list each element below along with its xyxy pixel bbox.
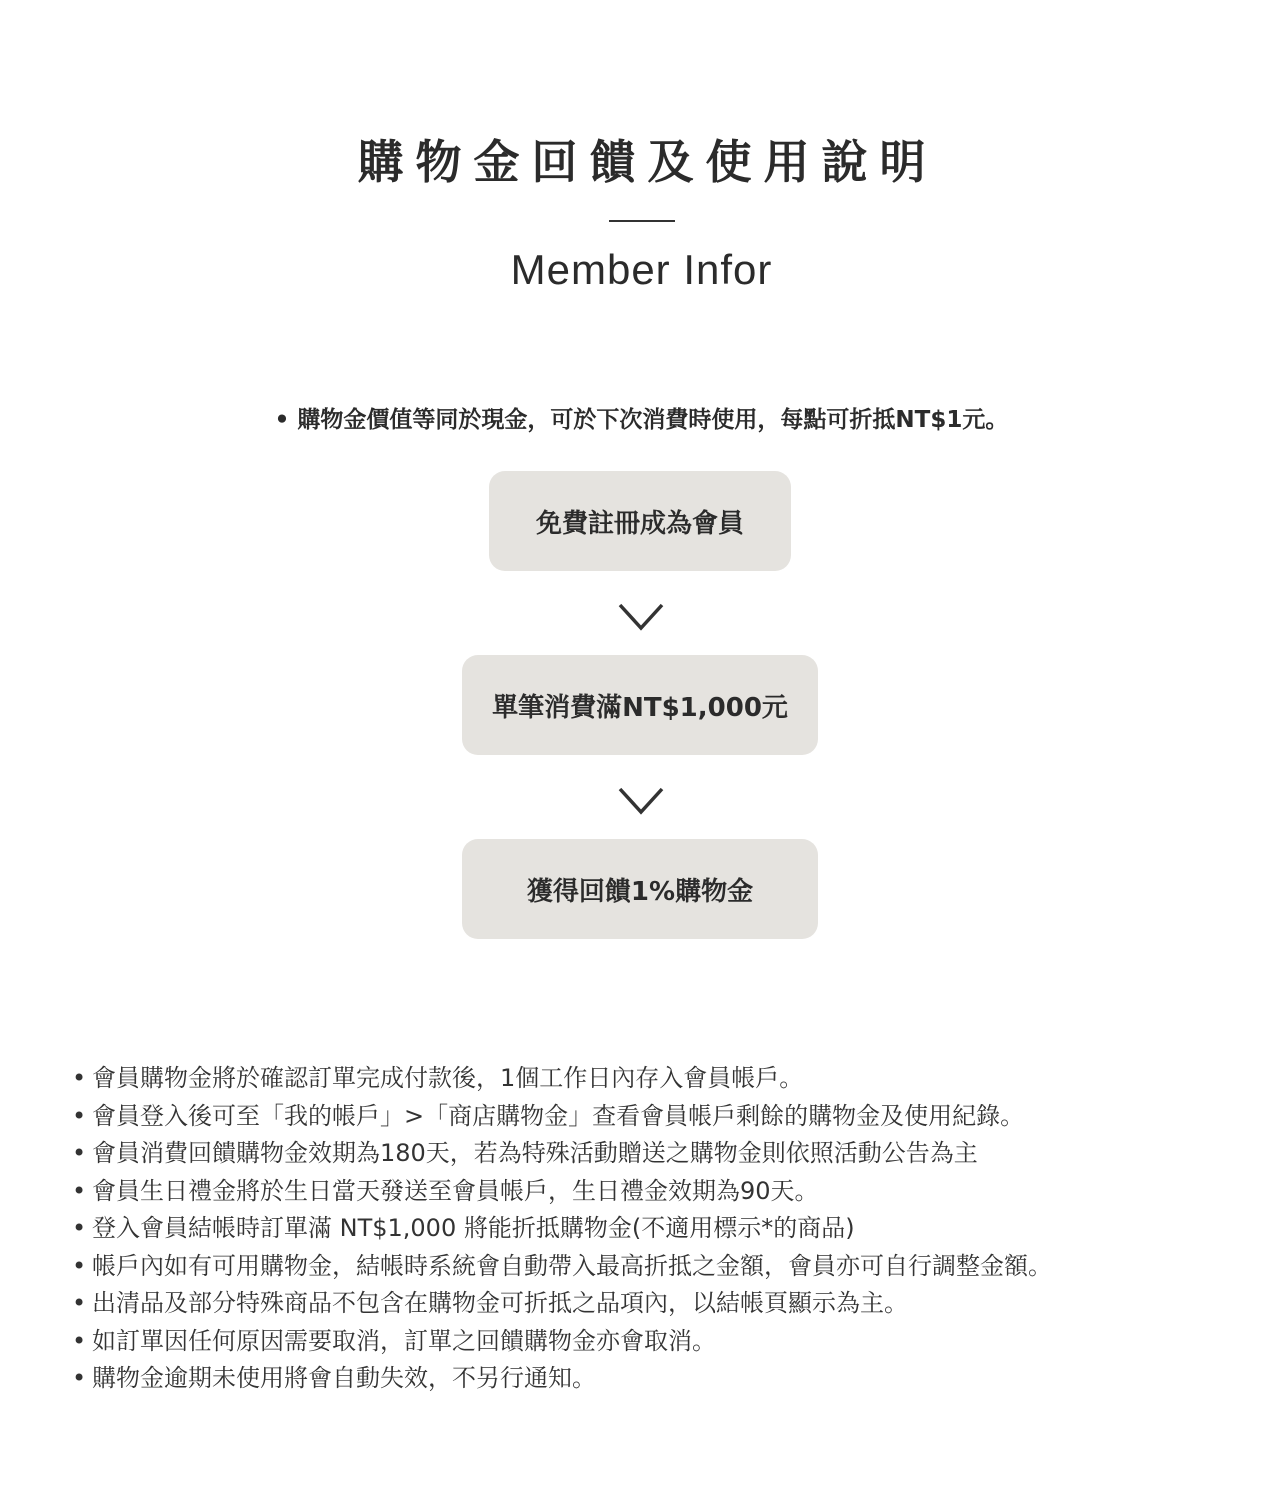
intro-text <box>0 402 1283 438</box>
step-register <box>489 471 791 571</box>
list-item <box>72 1248 1252 1286</box>
note-text: 如訂單因任何原因需要取消，訂單之回饋購物金亦會取消。 <box>92 1326 716 1355</box>
note-text: 會員生日禮金將於生日當天發送至會員帳戶，生日禮金效期為90天。 <box>92 1176 819 1205</box>
intro-text-content: 購物金價值等同於現金，可於下次消費時使用，每點可折抵NT$1元。 <box>297 407 1009 433</box>
bullet: • <box>72 1326 87 1355</box>
list-item <box>72 1210 1252 1248</box>
note-text: 帳戶內如有可用購物金，結帳時系統會自動帶入最高折抵之金額，會員亦可自行調整金額。 <box>92 1251 1052 1280</box>
list-item <box>72 1323 1252 1361</box>
chevron-down-icon <box>617 786 665 816</box>
title-divider <box>609 220 675 222</box>
note-text: 登入會員結帳時訂單滿 NT$1,000 將能折抵購物金(不適用標示*的商品) <box>92 1214 855 1242</box>
bullet: • <box>72 1251 87 1280</box>
page-title: 購物金回饋及使用說明 <box>357 135 938 189</box>
note-text: 出清品及部分特殊商品不包含在購物金可折抵之品項內，以結帳頁顯示為主。 <box>92 1289 908 1317</box>
intro-bullet: • <box>274 407 290 433</box>
chevron-down-icon <box>617 602 665 632</box>
page-subtitle: Member Infor <box>510 246 773 293</box>
step-spend <box>462 655 818 755</box>
bullet: • <box>72 1289 87 1317</box>
step-register-label: 免費註冊成為會員 <box>535 508 744 539</box>
bullet: • <box>72 1064 87 1092</box>
list-item <box>72 1360 1252 1398</box>
bullet: • <box>72 1176 87 1205</box>
note-text: 會員登入後可至「我的帳戶」>「商店購物金」查看會員帳戶剩餘的購物金及使用紀錄。 <box>92 1101 1025 1130</box>
bullet: • <box>72 1364 87 1392</box>
note-text: 會員購物金將於確認訂單完成付款後，1個工作日內存入會員帳戶。 <box>92 1064 804 1092</box>
list-item <box>72 1285 1252 1323</box>
step-spend-label: 單筆消費滿NT$1,000元 <box>492 692 788 723</box>
list-item <box>72 1135 1252 1173</box>
step-reward <box>462 839 818 939</box>
list-item <box>72 1173 1252 1211</box>
step-reward-label: 獲得回饋1%購物金 <box>526 876 754 907</box>
notes-list <box>72 1060 1252 1398</box>
bullet: • <box>72 1214 87 1242</box>
note-text: 會員消費回饋購物金效期為180天，若為特殊活動贈送之購物金則依照活動公告為主 <box>92 1139 978 1167</box>
list-item <box>72 1098 1252 1136</box>
bullet: • <box>72 1101 87 1130</box>
note-text: 購物金逾期未使用將會自動失效，不另行通知。 <box>92 1364 596 1392</box>
list-item <box>72 1060 1252 1098</box>
bullet: • <box>72 1139 87 1167</box>
